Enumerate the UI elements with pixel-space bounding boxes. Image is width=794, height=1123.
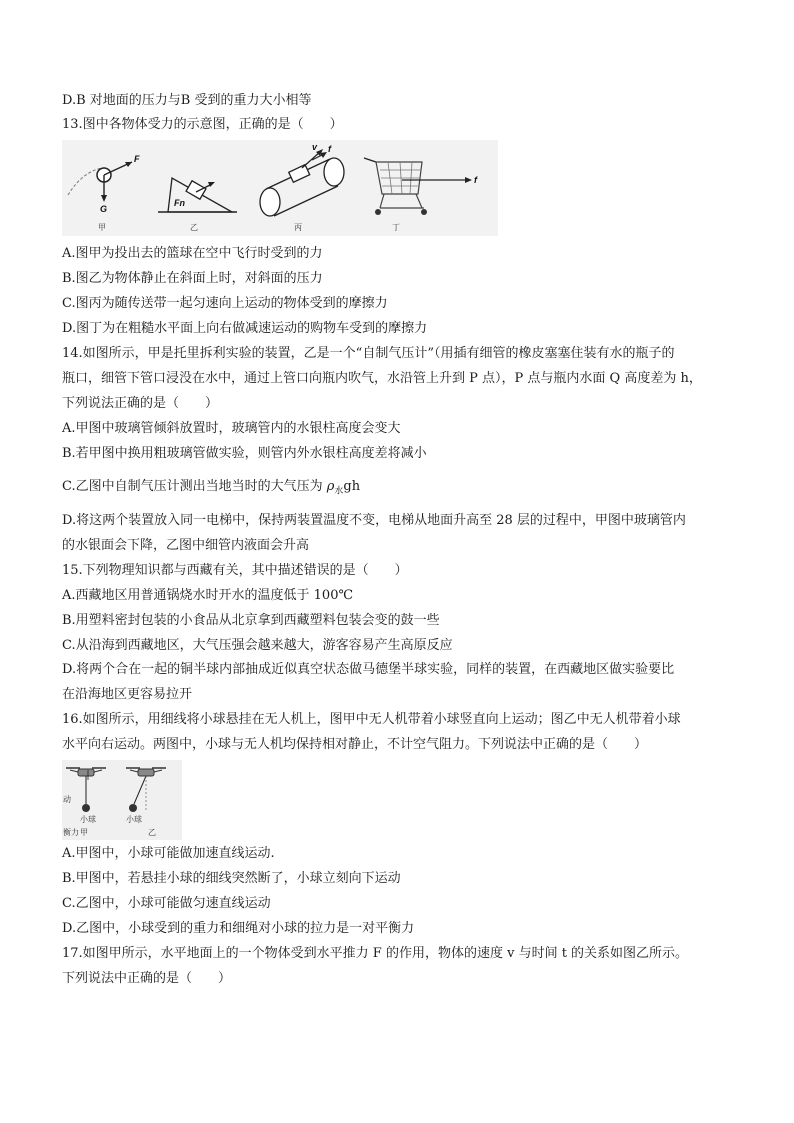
q13-caption-ding: 丁 <box>392 223 400 232</box>
q15-option-c: C.从沿海到西藏地区，大气压强会越来越大，游客容易产生高原反应 <box>62 638 453 653</box>
q16-side-balance: 衡力 <box>63 828 79 837</box>
q14-option-d-line2: 的水银面会下降，乙图中细管内液面会升高 <box>62 538 310 553</box>
q13-force-f: F <box>134 154 140 164</box>
q13-option-d: D.图丁为在粗糙水平面上向右做减速运动的购物车受到的摩擦力 <box>62 321 428 336</box>
q14-option-d-line1: D.将这两个装置放入同一电梯中，保持两装置温度不变，电梯从地面升高至 28 层的过程中，甲图中玻璃管内 <box>62 513 686 528</box>
q13-option-c: C.图丙为随传送带一起匀速向上运动的物体受到的摩擦力 <box>62 296 388 311</box>
q14-rho-subscript: 水 <box>334 486 344 497</box>
q16-caption-jia: 甲 <box>80 828 88 837</box>
q15-option-d-line2: 在沿海地区更容易拉开 <box>62 687 193 702</box>
q16-option-a: A.甲图中，小球可能做加速直线运动. <box>62 846 275 861</box>
q13-v-label: v <box>312 142 318 152</box>
q13-f-label-bing: f <box>328 144 331 154</box>
q16-stem-line2: 水平向右运动。两图中，小球与无人机均保持相对静止，不计空气阻力。下列说法中正确的是（ ） <box>62 737 648 752</box>
q16-figure <box>62 760 182 840</box>
q15-option-b: B.用塑料密封包装的小食品从北京拿到西藏塑料包装会变的鼓一些 <box>62 613 440 628</box>
q16-stem-line1: 16.如图所示，用细线将小球悬挂在无人机上，图甲中无人机带着小球竖直向上运动；图乙中无人机带着小球 <box>62 712 681 727</box>
q16-ball-label-jia: 小球 <box>80 815 96 824</box>
q14-stem-line1: 14.如图所示，甲是托里拆利实验的装置，乙是一个“自制气压计”（用插有细管的橡皮塞塞住装有水的瓶子的 <box>62 346 675 361</box>
q14-option-b: B.若甲图中换用粗玻璃管做实验，则管内外水银柱高度差将减小 <box>62 446 427 461</box>
q13-caption-yi: 乙 <box>190 223 198 232</box>
q14-option-a: A.甲图中玻璃管倾斜放置时，玻璃管内的水银柱高度会变大 <box>62 421 401 436</box>
q16-option-b: B.甲图中，若悬挂小球的细线突然断了，小球立刻向下运动 <box>62 871 401 886</box>
q16-ball-label-yi: 小球 <box>126 815 142 824</box>
q13-figure <box>62 140 498 236</box>
q16-caption-yi: 乙 <box>148 828 156 837</box>
q13-option-b: B.图乙为物体静止在斜面上时，对斜面的压力 <box>62 271 323 286</box>
q16-side-move: 动 <box>63 795 71 804</box>
q16-option-c: C.乙图中，小球可能做匀速直线运动 <box>62 896 271 911</box>
q15-option-a: A.西藏地区用普通锅烧水时开水的温度低于 100℃ <box>62 588 354 603</box>
q15-option-d-line1: D.将两个合在一起的铜半球内部抽成近似真空状态做马德堡半球实验，同样的装置，在西藏地区做实验要比 <box>62 662 675 677</box>
q13-option-a: A.图甲为投出去的篮球在空中飞行时受到的力 <box>62 246 323 261</box>
q15-stem: 15.下列物理知识都与西藏有关，其中描述错误的是（ ） <box>62 563 408 578</box>
q17-stem-line2: 下列说法中正确的是（ ） <box>62 971 232 986</box>
q14-rho-symbol: ρ <box>326 479 335 494</box>
q14-option-c-text: C.乙图中自制气压计测出当地当时的大气压为 <box>62 479 327 494</box>
q13-stem: 13.图中各物体受力的示意图，正确的是（ ） <box>62 117 343 132</box>
q13-caption-bing: 丙 <box>294 223 302 232</box>
q13-fn-label: Fn <box>174 198 185 208</box>
q14-stem-line3: 下列说法正确的是（ ） <box>62 396 219 411</box>
q14-stem-line2: 瓶口，细管下管口浸没在水中，通过上管口向瓶内吹气，水沿管上升到 P 点），P 点与瓶内水面 Q 高度差为 h， <box>62 371 702 386</box>
q13-gravity-g: G <box>100 204 108 214</box>
q17-stem-line1: 17.如图甲所示，水平地面上的一个物体受到水平推力 F 的作用，物体的速度 v 与时间 t 的关系如图乙所示。 <box>62 946 689 961</box>
q16-option-d: D.乙图中，小球受到的重力和细绳对小球的拉力是一对平衡力 <box>62 921 415 936</box>
q13-caption-jia: 甲 <box>98 223 106 232</box>
q14-gh: gh <box>343 479 361 494</box>
q13-f-label-ding: f <box>474 175 477 185</box>
q14-option-c <box>62 478 360 501</box>
q12-option-d: D.B 对地面的压力与B 受到的重力大小相等 <box>62 93 312 108</box>
